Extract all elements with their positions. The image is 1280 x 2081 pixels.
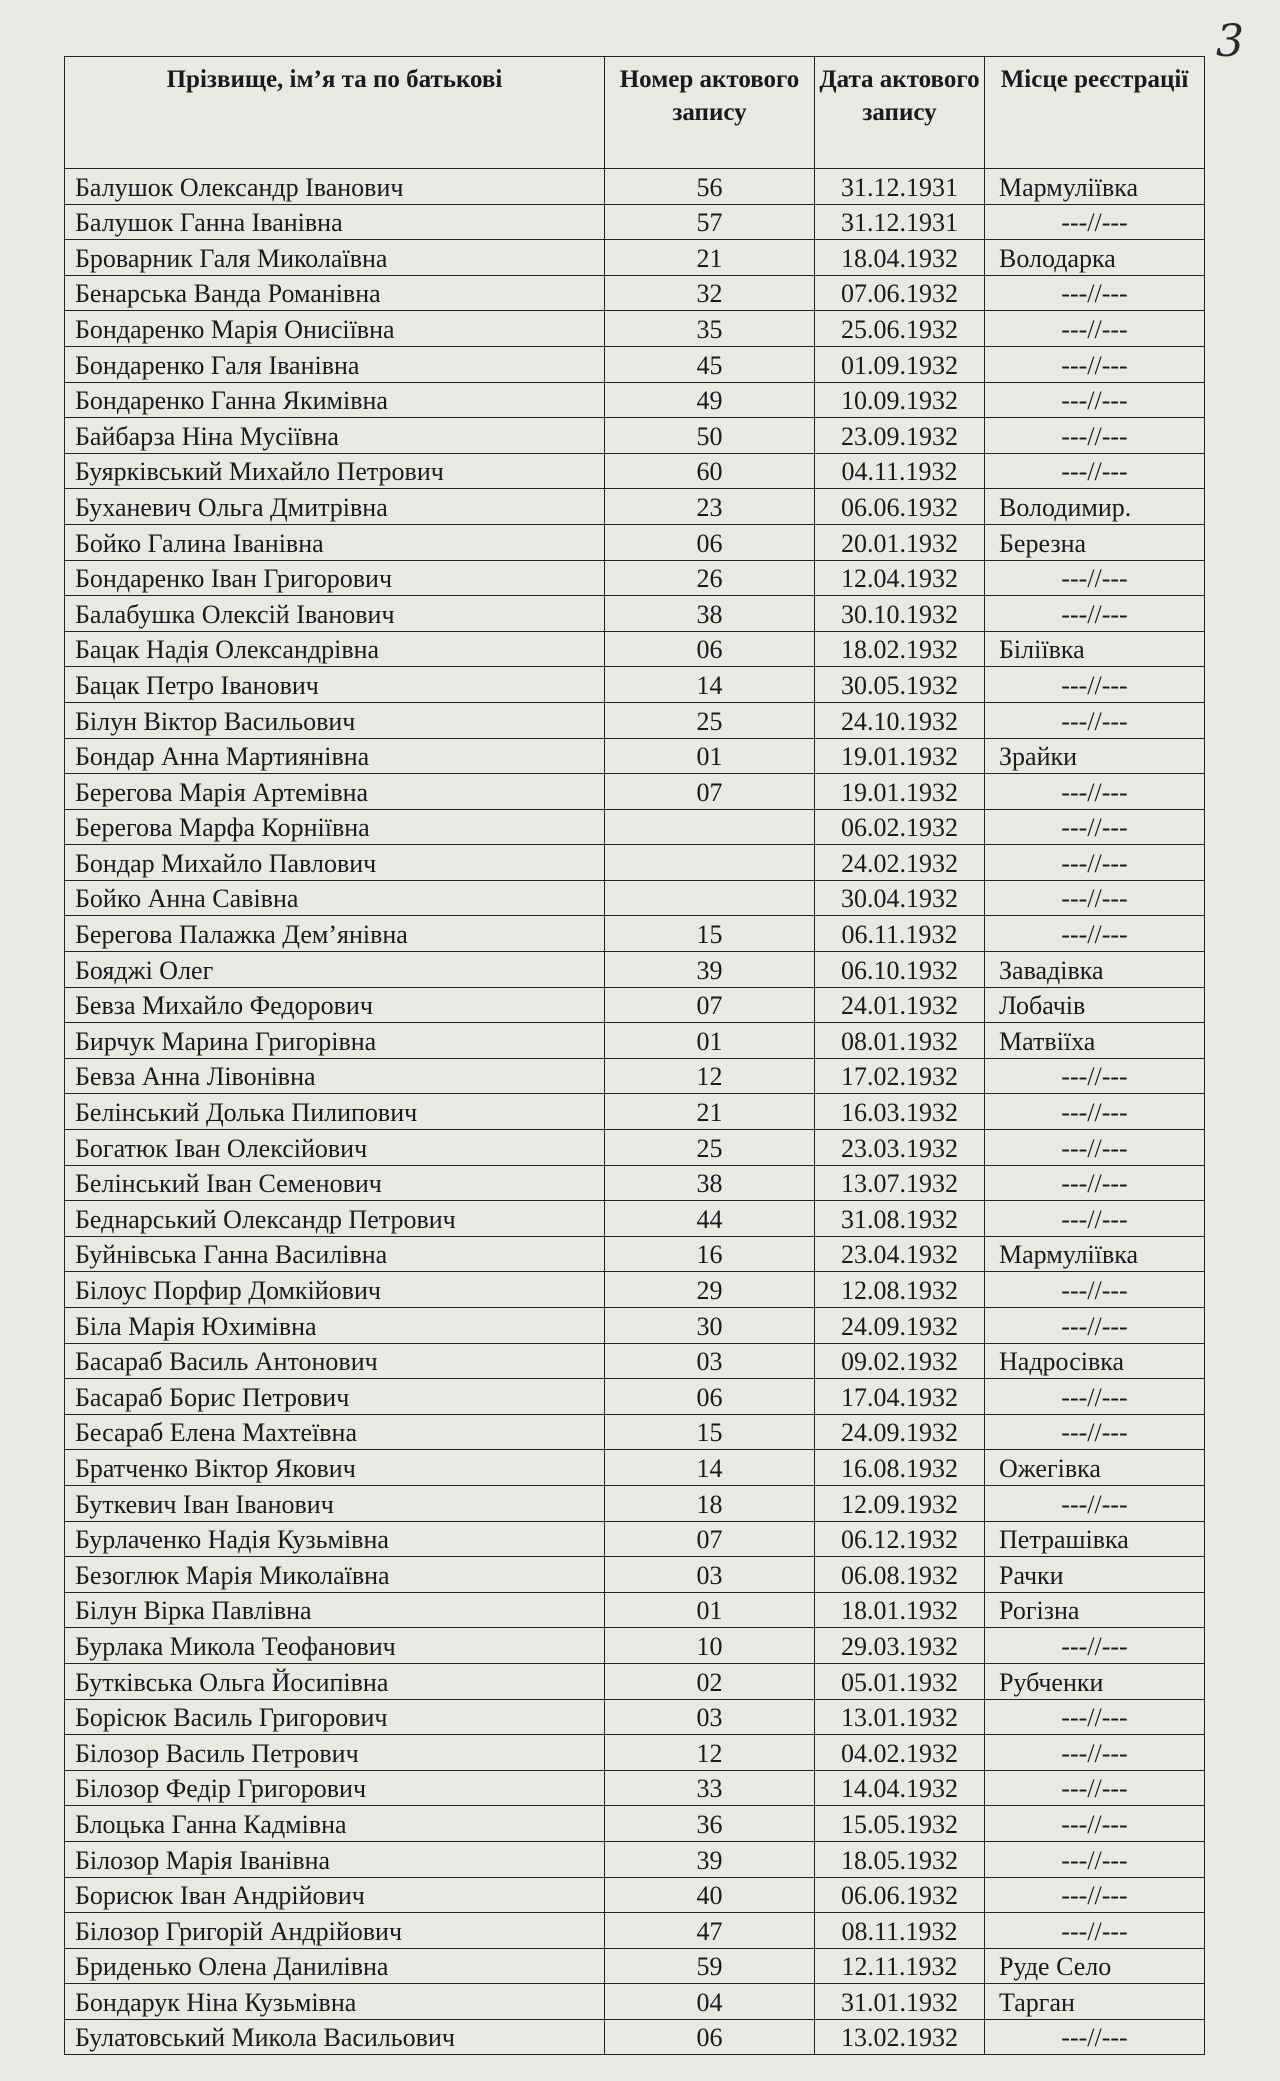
- cell-place: ---//---: [985, 1841, 1205, 1877]
- cell-number: 03: [605, 1343, 815, 1379]
- cell-number: 25: [605, 1130, 815, 1166]
- cell-name: Борисюк Іван Андрійович: [65, 1877, 605, 1913]
- cell-place: ---//---: [985, 1414, 1205, 1450]
- cell-name: Буйнівська Ганна Василівна: [65, 1236, 605, 1272]
- cell-date: 30.05.1932: [815, 667, 985, 703]
- cell-place: ---//---: [985, 311, 1205, 347]
- cell-number: 06: [605, 1379, 815, 1415]
- cell-name: Бондар Михайло Павлович: [65, 845, 605, 881]
- cell-number: 21: [605, 240, 815, 276]
- cell-date: 06.11.1932: [815, 916, 985, 952]
- cell-name: Бацак Надія Олександрівна: [65, 631, 605, 667]
- table-row: [65, 1130, 1205, 1166]
- cell-name: Басараб Василь Антонович: [65, 1343, 605, 1379]
- cell-number: [605, 880, 815, 916]
- table-row: [65, 1877, 1205, 1913]
- cell-date: 19.01.1932: [815, 774, 985, 810]
- table-row: [65, 1735, 1205, 1771]
- cell-date: 23.04.1932: [815, 1236, 985, 1272]
- cell-place: ---//---: [985, 1877, 1205, 1913]
- table-row: [65, 738, 1205, 774]
- cell-place: Мармуліївка: [985, 169, 1205, 205]
- cell-date: 12.09.1932: [815, 1485, 985, 1521]
- table-row: [65, 524, 1205, 560]
- cell-date: 09.02.1932: [815, 1343, 985, 1379]
- cell-number: [605, 845, 815, 881]
- cell-date: 06.10.1932: [815, 952, 985, 988]
- cell-place: ---//---: [985, 667, 1205, 703]
- cell-number: 40: [605, 1877, 815, 1913]
- cell-place: ---//---: [985, 275, 1205, 311]
- cell-date: 06.02.1932: [815, 809, 985, 845]
- cell-name: Белінський Долька Пилипович: [65, 1094, 605, 1130]
- cell-date: 15.05.1932: [815, 1806, 985, 1842]
- cell-place: ---//---: [985, 702, 1205, 738]
- cell-date: 18.02.1932: [815, 631, 985, 667]
- cell-place: ---//---: [985, 560, 1205, 596]
- table-row: [65, 1557, 1205, 1593]
- header-date: Дата актового запису: [815, 57, 985, 169]
- cell-name: Борісюк Василь Григорович: [65, 1699, 605, 1735]
- cell-number: 01: [605, 1023, 815, 1059]
- cell-name: Білозор Марія Іванівна: [65, 1841, 605, 1877]
- cell-place: ---//---: [985, 1272, 1205, 1308]
- cell-number: 01: [605, 738, 815, 774]
- table-row: [65, 1913, 1205, 1949]
- cell-date: 13.02.1932: [815, 2019, 985, 2055]
- cell-number: 03: [605, 1557, 815, 1593]
- cell-place: ---//---: [985, 1201, 1205, 1237]
- cell-date: 06.12.1932: [815, 1521, 985, 1557]
- cell-name: Бойко Галина Іванівна: [65, 524, 605, 560]
- cell-number: 16: [605, 1236, 815, 1272]
- table-row: [65, 1023, 1205, 1059]
- table-row: [65, 774, 1205, 810]
- cell-name: Бондаренко Ганна Якимівна: [65, 382, 605, 418]
- cell-name: Білун Віктор Васильович: [65, 702, 605, 738]
- cell-number: 56: [605, 169, 815, 205]
- table-row: [65, 1841, 1205, 1877]
- cell-place: ---//---: [985, 845, 1205, 881]
- cell-place: ---//---: [985, 1770, 1205, 1806]
- cell-name: Броварник Галя Миколаївна: [65, 240, 605, 276]
- cell-place: Біліївка: [985, 631, 1205, 667]
- cell-place: Володимир.: [985, 489, 1205, 525]
- cell-number: 06: [605, 2019, 815, 2055]
- table-row: [65, 169, 1205, 205]
- cell-name: Бойко Анна Савівна: [65, 880, 605, 916]
- table-row: [65, 952, 1205, 988]
- cell-name: Бояджі Олег: [65, 952, 605, 988]
- cell-date: 04.11.1932: [815, 453, 985, 489]
- cell-number: 60: [605, 453, 815, 489]
- cell-date: 19.01.1932: [815, 738, 985, 774]
- cell-name: Білун Вірка Павлівна: [65, 1592, 605, 1628]
- table-row: [65, 382, 1205, 418]
- table-row: [65, 1948, 1205, 1984]
- cell-name: Балушок Ганна Іванівна: [65, 204, 605, 240]
- cell-name: Бриденько Олена Данилівна: [65, 1948, 605, 1984]
- table-row: [65, 1984, 1205, 2020]
- cell-number: 49: [605, 382, 815, 418]
- cell-date: 24.09.1932: [815, 1308, 985, 1344]
- cell-number: 39: [605, 1841, 815, 1877]
- cell-date: 23.03.1932: [815, 1130, 985, 1166]
- cell-place: ---//---: [985, 1485, 1205, 1521]
- cell-number: [605, 809, 815, 845]
- table-row: [65, 346, 1205, 382]
- cell-name: Берегова Палажка Дем’янівна: [65, 916, 605, 952]
- table-row: [65, 1165, 1205, 1201]
- cell-place: ---//---: [985, 382, 1205, 418]
- cell-date: 10.09.1932: [815, 382, 985, 418]
- cell-date: 06.06.1932: [815, 1877, 985, 1913]
- cell-number: 04: [605, 1984, 815, 2020]
- table-row: [65, 560, 1205, 596]
- cell-number: 12: [605, 1058, 815, 1094]
- cell-name: Бондаренко Галя Іванівна: [65, 346, 605, 382]
- page-number-mark: 3: [1216, 16, 1244, 67]
- cell-number: 07: [605, 774, 815, 810]
- cell-date: 18.04.1932: [815, 240, 985, 276]
- cell-name: Братченко Віктор Якович: [65, 1450, 605, 1486]
- cell-date: 07.06.1932: [815, 275, 985, 311]
- table-row: [65, 631, 1205, 667]
- cell-date: 08.11.1932: [815, 1913, 985, 1949]
- table-row: [65, 489, 1205, 525]
- cell-date: 24.09.1932: [815, 1414, 985, 1450]
- cell-date: 17.02.1932: [815, 1058, 985, 1094]
- table-row: [65, 1236, 1205, 1272]
- cell-name: Бондаренко Марія Онисіївна: [65, 311, 605, 347]
- cell-name: Бондарук Ніна Кузьмівна: [65, 1984, 605, 2020]
- cell-number: 07: [605, 1521, 815, 1557]
- cell-name: Білозор Федір Григорович: [65, 1770, 605, 1806]
- cell-number: 10: [605, 1628, 815, 1664]
- cell-name: Біла Марія Юхимівна: [65, 1308, 605, 1344]
- cell-date: 24.01.1932: [815, 987, 985, 1023]
- cell-place: ---//---: [985, 880, 1205, 916]
- cell-name: Беднарський Олександр Петрович: [65, 1201, 605, 1237]
- cell-number: 21: [605, 1094, 815, 1130]
- cell-name: Бевза Анна Лівонівна: [65, 1058, 605, 1094]
- cell-place: Рачки: [985, 1557, 1205, 1593]
- cell-name: Берегова Марфа Корніївна: [65, 809, 605, 845]
- table-row: [65, 880, 1205, 916]
- cell-place: ---//---: [985, 916, 1205, 952]
- register-table: [64, 56, 1205, 2055]
- cell-name: Буярківський Михайло Петрович: [65, 453, 605, 489]
- cell-place: Володарка: [985, 240, 1205, 276]
- cell-date: 20.01.1932: [815, 524, 985, 560]
- table-row: [65, 596, 1205, 632]
- cell-name: Бутківська Ольга Йосипівна: [65, 1663, 605, 1699]
- cell-place: ---//---: [985, 1094, 1205, 1130]
- cell-number: 18: [605, 1485, 815, 1521]
- cell-number: 01: [605, 1592, 815, 1628]
- table-row: [65, 1485, 1205, 1521]
- header-place: Місце реєстрації: [985, 57, 1205, 169]
- cell-place: Рубченки: [985, 1663, 1205, 1699]
- cell-name: Булатовський Микола Васильович: [65, 2019, 605, 2055]
- cell-number: 47: [605, 1913, 815, 1949]
- cell-place: ---//---: [985, 1806, 1205, 1842]
- table-row: [65, 809, 1205, 845]
- table-row: [65, 916, 1205, 952]
- cell-number: 14: [605, 1450, 815, 1486]
- cell-number: 07: [605, 987, 815, 1023]
- cell-number: 35: [605, 311, 815, 347]
- cell-date: 06.06.1932: [815, 489, 985, 525]
- cell-date: 12.04.1932: [815, 560, 985, 596]
- cell-date: 31.12.1931: [815, 169, 985, 205]
- cell-place: ---//---: [985, 204, 1205, 240]
- table-row: [65, 1379, 1205, 1415]
- cell-name: Безоглюк Марія Миколаївна: [65, 1557, 605, 1593]
- cell-date: 14.04.1932: [815, 1770, 985, 1806]
- table-row: [65, 845, 1205, 881]
- cell-number: 06: [605, 631, 815, 667]
- cell-date: 05.01.1932: [815, 1663, 985, 1699]
- cell-place: ---//---: [985, 1699, 1205, 1735]
- cell-name: Балабушка Олексій Іванович: [65, 596, 605, 632]
- cell-place: ---//---: [985, 596, 1205, 632]
- cell-place: ---//---: [985, 1628, 1205, 1664]
- table-row: [65, 1272, 1205, 1308]
- header-number: Номер актового запису: [605, 57, 815, 169]
- cell-name: Білозор Василь Петрович: [65, 1735, 605, 1771]
- table-row: [65, 1663, 1205, 1699]
- cell-place: ---//---: [985, 1130, 1205, 1166]
- cell-place: ---//---: [985, 809, 1205, 845]
- cell-number: 36: [605, 1806, 815, 1842]
- cell-name: Басараб Борис Петрович: [65, 1379, 605, 1415]
- cell-place: ---//---: [985, 453, 1205, 489]
- cell-date: 24.02.1932: [815, 845, 985, 881]
- cell-date: 29.03.1932: [815, 1628, 985, 1664]
- cell-date: 16.08.1932: [815, 1450, 985, 1486]
- cell-name: Балушок Олександр Іванович: [65, 169, 605, 205]
- cell-place: ---//---: [985, 774, 1205, 810]
- cell-date: 08.01.1932: [815, 1023, 985, 1059]
- cell-date: 12.11.1932: [815, 1948, 985, 1984]
- cell-number: 30: [605, 1308, 815, 1344]
- table-row: [65, 1770, 1205, 1806]
- cell-place: Руде Село: [985, 1948, 1205, 1984]
- cell-place: Тарган: [985, 1984, 1205, 2020]
- table-row: [65, 311, 1205, 347]
- cell-number: 33: [605, 1770, 815, 1806]
- cell-place: Рогізна: [985, 1592, 1205, 1628]
- cell-date: 18.05.1932: [815, 1841, 985, 1877]
- cell-number: 45: [605, 346, 815, 382]
- cell-number: 32: [605, 275, 815, 311]
- cell-place: Надросівка: [985, 1343, 1205, 1379]
- cell-date: 18.01.1932: [815, 1592, 985, 1628]
- table-row: [65, 418, 1205, 454]
- cell-date: 30.10.1932: [815, 596, 985, 632]
- cell-number: 25: [605, 702, 815, 738]
- cell-place: Ожегівка: [985, 1450, 1205, 1486]
- cell-number: 57: [605, 204, 815, 240]
- cell-name: Блоцька Ганна Кадмівна: [65, 1806, 605, 1842]
- cell-number: 39: [605, 952, 815, 988]
- cell-number: 59: [605, 1948, 815, 1984]
- table-row: [65, 1094, 1205, 1130]
- cell-number: 38: [605, 596, 815, 632]
- table-row: [65, 240, 1205, 276]
- table-body: [65, 169, 1205, 2055]
- table-row: [65, 1343, 1205, 1379]
- table-row: [65, 1628, 1205, 1664]
- cell-name: Бурлаченко Надія Кузьмівна: [65, 1521, 605, 1557]
- cell-number: 02: [605, 1663, 815, 1699]
- table-row: [65, 1308, 1205, 1344]
- cell-name: Бондар Анна Мартиянівна: [65, 738, 605, 774]
- cell-place: ---//---: [985, 1058, 1205, 1094]
- table-row: [65, 1521, 1205, 1557]
- cell-name: Берегова Марія Артемівна: [65, 774, 605, 810]
- cell-name: Богатюк Іван Олексійович: [65, 1130, 605, 1166]
- cell-number: 03: [605, 1699, 815, 1735]
- cell-date: 24.10.1932: [815, 702, 985, 738]
- cell-name: Бенарська Ванда Романівна: [65, 275, 605, 311]
- cell-number: 15: [605, 1414, 815, 1450]
- table-row: [65, 702, 1205, 738]
- cell-place: Мармуліївка: [985, 1236, 1205, 1272]
- cell-number: 44: [605, 1201, 815, 1237]
- cell-date: 17.04.1932: [815, 1379, 985, 1415]
- cell-name: Білозор Григорій Андрійович: [65, 1913, 605, 1949]
- cell-number: 29: [605, 1272, 815, 1308]
- cell-date: 16.03.1932: [815, 1094, 985, 1130]
- cell-date: 06.08.1932: [815, 1557, 985, 1593]
- cell-number: 15: [605, 916, 815, 952]
- table-row: [65, 275, 1205, 311]
- cell-place: Березна: [985, 524, 1205, 560]
- header-name: Прізвище, ім’я та по батькові: [65, 57, 605, 169]
- cell-date: 23.09.1932: [815, 418, 985, 454]
- cell-name: Бирчук Марина Григорівна: [65, 1023, 605, 1059]
- table-row: [65, 2019, 1205, 2055]
- cell-date: 13.01.1932: [815, 1699, 985, 1735]
- table-row: [65, 667, 1205, 703]
- cell-date: 04.02.1932: [815, 1735, 985, 1771]
- cell-name: Байбарза Ніна Мусіївна: [65, 418, 605, 454]
- table-row: [65, 1699, 1205, 1735]
- cell-name: Бевза Михайло Федорович: [65, 987, 605, 1023]
- table-row: [65, 1058, 1205, 1094]
- cell-date: 30.04.1932: [815, 880, 985, 916]
- cell-place: Матвіїха: [985, 1023, 1205, 1059]
- cell-number: 26: [605, 560, 815, 596]
- cell-number: 12: [605, 1735, 815, 1771]
- cell-date: 13.07.1932: [815, 1165, 985, 1201]
- cell-number: 38: [605, 1165, 815, 1201]
- cell-date: 25.06.1932: [815, 311, 985, 347]
- table-row: [65, 1414, 1205, 1450]
- cell-place: ---//---: [985, 418, 1205, 454]
- cell-name: Буткевич Іван Іванович: [65, 1485, 605, 1521]
- cell-place: ---//---: [985, 1308, 1205, 1344]
- cell-place: ---//---: [985, 1735, 1205, 1771]
- cell-place: Петрашівка: [985, 1521, 1205, 1557]
- table-row: [65, 987, 1205, 1023]
- cell-name: Бурлака Микола Теофанович: [65, 1628, 605, 1664]
- cell-date: 01.09.1932: [815, 346, 985, 382]
- table-row: [65, 1806, 1205, 1842]
- cell-number: 23: [605, 489, 815, 525]
- cell-name: Бондаренко Іван Григорович: [65, 560, 605, 596]
- cell-place: Лобачів: [985, 987, 1205, 1023]
- table-row: [65, 204, 1205, 240]
- cell-place: ---//---: [985, 1379, 1205, 1415]
- cell-name: Буханевич Ольга Дмитрівна: [65, 489, 605, 525]
- cell-place: Зрайки: [985, 738, 1205, 774]
- cell-place: ---//---: [985, 1913, 1205, 1949]
- cell-name: Белінський Іван Семенович: [65, 1165, 605, 1201]
- cell-number: 50: [605, 418, 815, 454]
- cell-number: 14: [605, 667, 815, 703]
- cell-place: ---//---: [985, 1165, 1205, 1201]
- cell-name: Бацак Петро Іванович: [65, 667, 605, 703]
- cell-date: 31.08.1932: [815, 1201, 985, 1237]
- cell-date: 31.01.1932: [815, 1984, 985, 2020]
- table-row: [65, 1592, 1205, 1628]
- cell-date: 12.08.1932: [815, 1272, 985, 1308]
- table-row: [65, 1201, 1205, 1237]
- cell-place: ---//---: [985, 2019, 1205, 2055]
- table-row: [65, 1450, 1205, 1486]
- cell-name: Білоус Порфир Домкійович: [65, 1272, 605, 1308]
- cell-number: 06: [605, 524, 815, 560]
- register-sheet: [64, 56, 1204, 2055]
- cell-name: Бесараб Елена Махтеївна: [65, 1414, 605, 1450]
- cell-date: 31.12.1931: [815, 204, 985, 240]
- cell-place: ---//---: [985, 346, 1205, 382]
- cell-place: Завадівка: [985, 952, 1205, 988]
- header-row: [65, 57, 1205, 169]
- table-row: [65, 453, 1205, 489]
